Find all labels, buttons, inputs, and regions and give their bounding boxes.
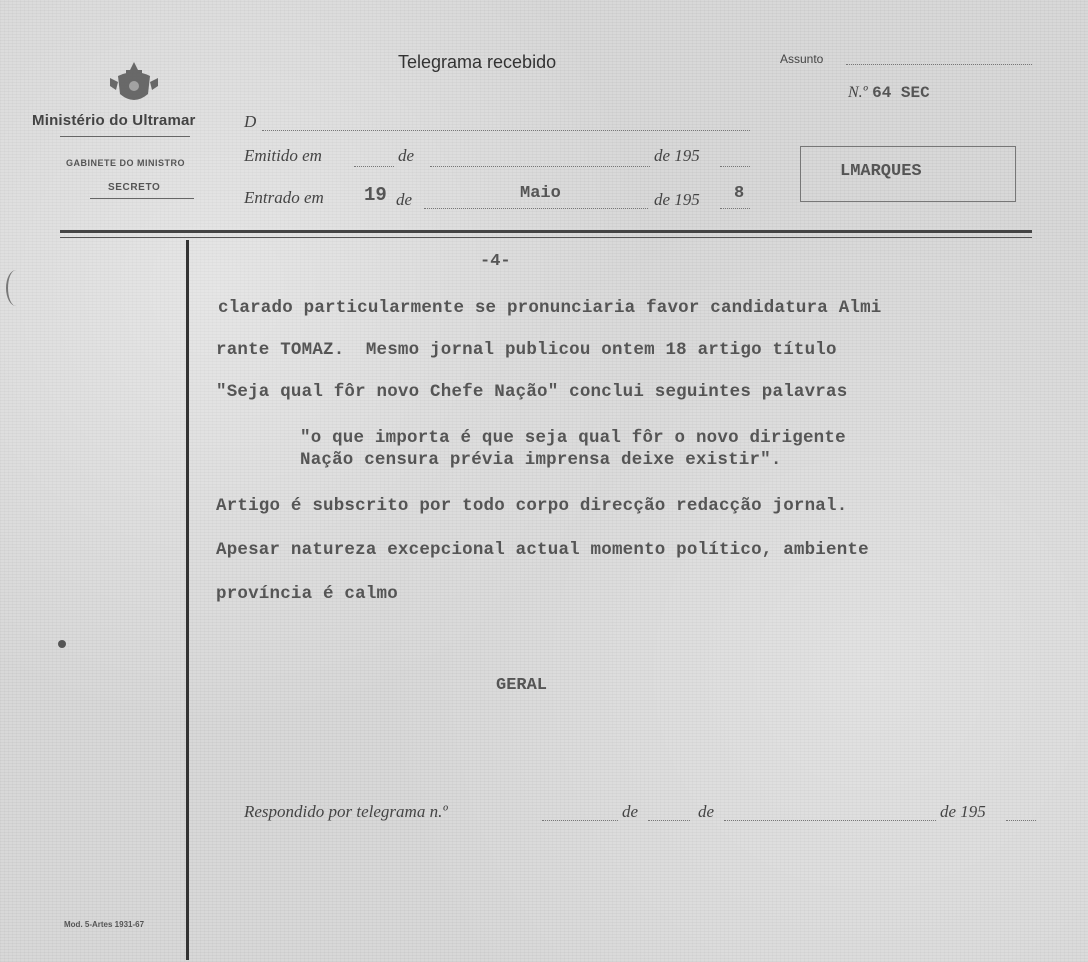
quote-line: "o que importa é que seja qual fôr o novo dirigente [300,428,846,448]
body-line: clarado particularmente se pronunciaria favor candidatura Almi [218,298,882,318]
reply-month-line [724,820,936,821]
subject-label: Assunto [780,52,824,66]
number-value: 64 SEC [872,84,930,102]
signature: GERAL [496,676,548,695]
edge-mark [6,270,26,306]
reply-year-line [1006,820,1036,821]
from-label: D [244,112,257,131]
reply-de-label: de [698,802,715,821]
ink-smudge [58,640,66,648]
body-line: "Seja qual fôr novo Chefe Nação" conclui seguintes palavras [216,382,848,402]
reply-label: Respondido por telegrama n.º [244,802,448,821]
issued-month-line [430,166,650,167]
reply-year-label: de 195 [940,802,986,821]
received-year-label: de 195 [654,190,700,209]
reply-day-line [648,820,690,821]
page-marker: -4- [480,252,511,271]
issued-year-line [720,166,750,167]
issued-label: Emitido em [244,146,322,165]
from-field-line [262,130,750,131]
received-month-line [424,208,648,209]
issued-day-line [354,166,394,167]
quote-line: Nação censura prévia imprensa deixe existir". [300,450,782,470]
body-line: Artigo é subscrito por todo corpo direcção redacção jornal. [216,496,848,516]
received-year-line [720,208,750,209]
cabinet-label: GABINETE DO MINISTRO [66,158,186,168]
received-label: Entrado em [244,188,324,207]
reply-number-line [542,820,618,821]
body-line: rante TOMAZ. Mesmo jornal publicou ontem 18 artigo título [216,340,837,360]
header-divider-thick [60,230,1032,233]
origin-stamp: LMARQUES [840,162,922,181]
coat-of-arms-icon [108,60,160,108]
received-de-label: de [396,190,413,209]
received-year-digit: 8 [734,184,745,203]
body-line: província é calmo [216,584,398,604]
body-line: Apesar natureza excepcional actual momento político, ambiente [216,540,869,560]
issued-de-label: de [398,146,415,165]
subject-line [846,64,1032,65]
classification-label: SECRETO [108,182,161,193]
ministry-divider [60,136,190,137]
form-title: Telegrama recebido [398,52,557,72]
header-divider-thin [60,237,1032,238]
classification-divider [90,198,194,199]
reference-number [848,84,930,102]
number-label: N.º [848,84,868,101]
model-code: Mod. 5-Artes 1931-67 [64,920,145,929]
ministry-name: Ministério do Ultramar [32,112,196,129]
reply-de-label: de [622,802,639,821]
received-day: 19 [364,184,387,206]
received-month: Maio [520,184,561,203]
margin-rule [186,240,189,960]
issued-year-label: de 195 [654,146,700,165]
